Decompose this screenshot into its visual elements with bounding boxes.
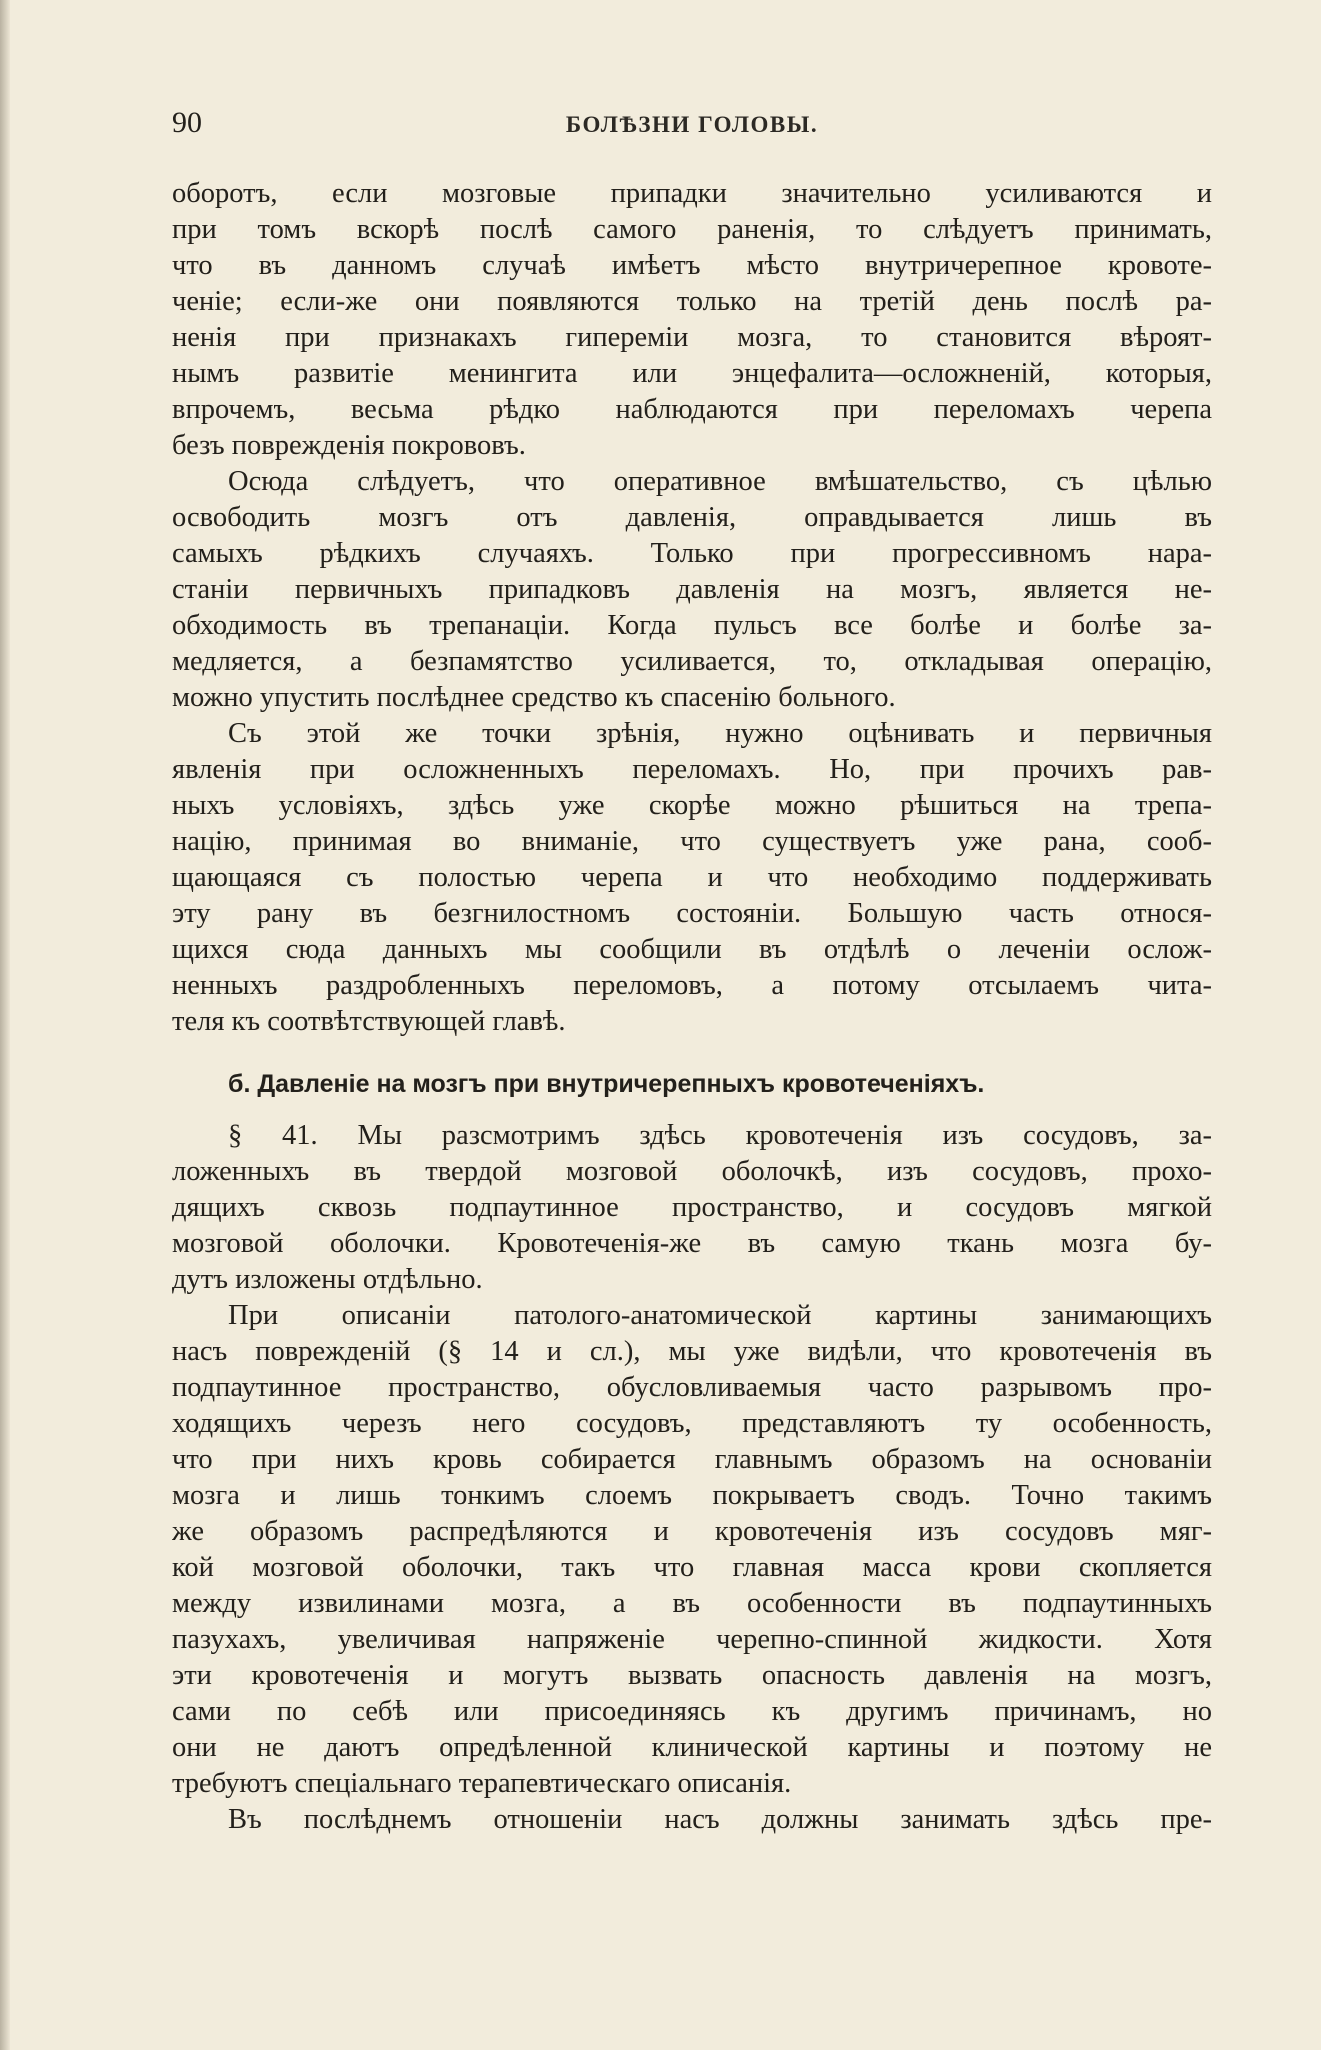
text-line: ныхъ условіяхъ, здѣсь уже скорѣе можно рѣшиться на трепа-	[172, 790, 1212, 821]
text-line: мозга и лишь тонкимъ слоемъ покрываетъ сводъ. Точно такимъ	[172, 1480, 1212, 1511]
section-heading: б. Давленіе на мозгъ при внутричерепныхъ кровотеченіяхъ.	[228, 1070, 985, 1098]
text-line: націю, принимая во вниманіе, что существуетъ уже рана, сооб-	[172, 826, 1212, 857]
text-line: дящихъ сквозь подпаутинное пространство, и сосудовъ мягкой	[172, 1192, 1212, 1223]
text-line: При описаніи патолого-анатомической картины занимающихъ	[228, 1300, 1212, 1331]
text-line: дутъ изложены отдѣльно.	[172, 1264, 483, 1295]
text-line: впрочемъ, весьма рѣдко наблюдаются при переломахъ черепа	[172, 394, 1212, 425]
running-title: БОЛѢЗНИ ГОЛОВЫ.	[565, 112, 819, 137]
text-line: явленія при осложненныхъ переломахъ. Но, при прочихъ рав-	[172, 754, 1212, 785]
text-line: эту рану въ безгнилостномъ состояніи. Большую часть относя-	[172, 898, 1212, 929]
page-binding-edge	[0, 0, 10, 2050]
text-line: подпаутинное пространство, обусловливаемыя часто разрывомъ про-	[172, 1372, 1212, 1403]
text-line: же образомъ распредѣляются и кровотеченія изъ сосудовъ мяг-	[172, 1516, 1212, 1547]
text-line: они не даютъ опредѣленной клинической картины и поэтому не	[172, 1732, 1212, 1763]
text-line: что въ данномъ случаѣ имѣетъ мѣсто внутричерепное кровоте-	[172, 250, 1212, 281]
text-line: насъ поврежденій (§ 14 и сл.), мы уже видѣли, что кровотеченія въ	[172, 1336, 1212, 1367]
text-line: освободить мозгъ отъ давленія, оправдывается лишь въ	[172, 502, 1212, 533]
text-line: § 41. Мы разсмотримъ здѣсь кровотеченія изъ сосудовъ, за-	[228, 1120, 1212, 1151]
text-line: ложенныхъ въ твердой мозговой оболочкѣ, изъ сосудовъ, прохо-	[172, 1156, 1212, 1187]
text-line: обходимость въ трепанаціи. Когда пульсъ все болѣе и болѣе за-	[172, 610, 1212, 641]
text-line: сами по себѣ или присоединяясь къ другимъ причинамъ, но	[172, 1696, 1212, 1727]
text-line: Осюда слѣдуетъ, что оперативное вмѣшательство, съ цѣлью	[228, 466, 1212, 497]
text-line: ненныхъ раздробленныхъ переломовъ, а потому отсылаемъ чита-	[172, 970, 1212, 1001]
text-line: между извилинами мозга, а въ особенности въ подпаутинныхъ	[172, 1588, 1212, 1619]
text-line: Съ этой же точки зрѣнія, нужно оцѣнивать и первичныя	[228, 718, 1212, 749]
text-line: нымъ развитіе менингита или энцефалита—осложненій, которыя,	[172, 358, 1212, 389]
text-line: эти кровотеченія и могутъ вызвать опасность давленія на мозгъ,	[172, 1660, 1212, 1691]
text-line: мозговой оболочки. Кровотеченія-же въ самую ткань мозга бу-	[172, 1228, 1212, 1259]
text-line: ненія при признакахъ гипереміи мозга, то становится вѣроят-	[172, 322, 1212, 353]
text-line: что при нихъ кровь собирается главнымъ образомъ на основаніи	[172, 1444, 1212, 1475]
text-line: требуютъ спеціальнаго терапевтическаго описанія.	[172, 1768, 792, 1799]
body-text	[172, 176, 1212, 1838]
page-number: 90	[172, 106, 202, 139]
text-line: щающаяся съ полостью черепа и что необходимо поддерживать	[172, 862, 1212, 893]
text-line: пазухахъ, увеличивая напряженіе черепно-спинной жидкости. Хотя	[172, 1624, 1212, 1655]
text-line: ченіе; если-же они появляются только на третій день послѣ ра-	[172, 286, 1212, 317]
text-line: станіи первичныхъ припадковъ давленія на мозгъ, является не-	[172, 574, 1212, 605]
text-line: самыхъ рѣдкихъ случаяхъ. Только при прогрессивномъ нара-	[172, 538, 1212, 569]
text-line: можно упустить послѣднее средство къ спасенію больного.	[172, 682, 896, 713]
text-line: Въ послѣднемъ отношеніи насъ должны занимать здѣсь пре-	[228, 1804, 1212, 1835]
text-line: ходящихъ черезъ него сосудовъ, представляютъ ту особенность,	[172, 1408, 1212, 1439]
text-line: оборотъ, если мозговые припадки значительно усиливаются и	[172, 178, 1212, 209]
text-line: при томъ вскорѣ послѣ самого раненія, то слѣдуетъ принимать,	[172, 214, 1212, 245]
text-line: медляется, а безпамятство усиливается, то, откладывая операцію,	[172, 646, 1212, 677]
text-line: теля къ соотвѣтствующей главѣ.	[172, 1006, 566, 1037]
text-line: безъ поврежденія покрововъ.	[172, 430, 526, 461]
text-line: кой мозговой оболочки, такъ что главная масса крови скопляется	[172, 1552, 1212, 1583]
text-line: щихся сюда данныхъ мы сообщили въ отдѣлѣ о леченіи ослож-	[172, 934, 1212, 965]
page-header	[172, 106, 1212, 146]
